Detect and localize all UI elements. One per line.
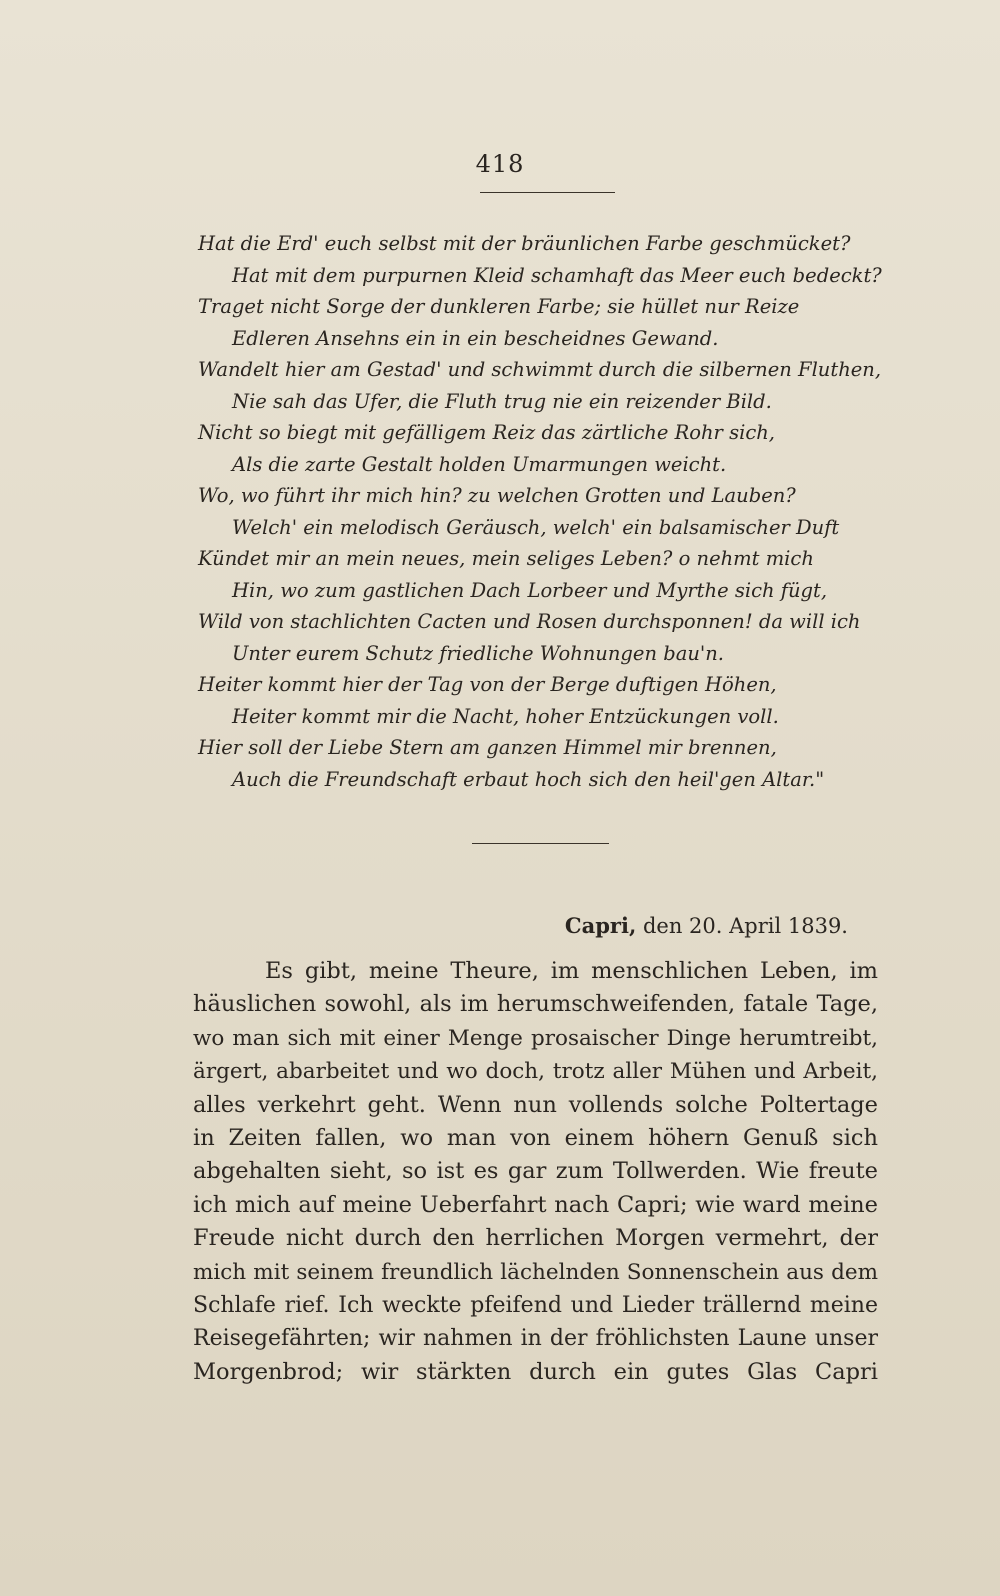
page-number: 418 — [475, 150, 525, 178]
poem-line: Welch' ein melodisch Geräusch, welch' ein balsamischer Duft — [232, 515, 840, 539]
poem-line: Heiter kommt hier der Tag von der Berge duftigen Höhen, — [198, 673, 777, 696]
prose-line: Es gibt, meine Theure, im menschlichen Leben, im — [265, 958, 878, 984]
poem-line: Traget nicht Sorge der dunkleren Farbe; sie hüllet nur Reize — [198, 295, 800, 318]
poem-line: Nicht so biegt mit gefälligem Reiz das zärtliche Rohr sich, — [198, 421, 776, 444]
poem-line: Hier soll der Liebe Stern am ganzen Himmel mir brennen, — [198, 736, 777, 759]
letter-body — [193, 955, 878, 1389]
prose-line: ärgert, abarbeitet und wo doch, trotz aller Mühen und Arbeit, — [193, 1059, 878, 1085]
prose-line: Reisegefährten; wir nahmen in der fröhlichsten Laune unser — [193, 1326, 878, 1352]
poem-line: Edleren Ansehns ein in ein bescheidnes Gewand. — [232, 326, 719, 350]
prose-line: Schlafe rief. Ich weckte pfeifend und Lieder trällernd meine — [193, 1292, 878, 1318]
prose-line: mich mit seinem freundlich lächelnden Sonnenschein aus dem — [193, 1259, 878, 1285]
prose-line: Morgenbrod; wir stärkten durch ein gutes Glas Capri — [193, 1358, 878, 1385]
poem-line: Hin, wo zum gastlichen Dach Lorbeer und Myrthe sich fügt, — [232, 578, 828, 602]
prose-line: in Zeiten fallen, wo man von einem höhern Genuß sich — [193, 1124, 878, 1151]
poem-line: Kündet mir an mein neues, mein seliges Leben? o nehmt mich — [198, 547, 814, 570]
prose-line: häuslichen sowohl, als im herumschweifenden, fatale Tage, — [193, 991, 878, 1018]
poem-line: Wild von stachlichten Cacten und Rosen durchsponnen! da will ich — [198, 610, 861, 633]
poem-line: Heiter kommt mir die Nacht, hoher Entzückungen voll. — [232, 704, 779, 728]
poem-line: Nie sah das Ufer, die Fluth trug nie ein reizender Bild. — [232, 389, 772, 413]
dateline — [565, 913, 848, 938]
poem-line: Als die zarte Gestalt holden Umarmungen weicht. — [232, 452, 727, 476]
prose-line: alles verkehrt geht. Wenn nun vollends solche Poltertage — [193, 1091, 878, 1118]
section-divider — [472, 843, 609, 844]
poem-line: Hat mit dem purpurnen Kleid schamhaft das Meer euch bedeckt? — [232, 263, 882, 287]
prose-line: abgehalten sieht, so ist es gar zum Tollwerden. Wie freute — [193, 1158, 878, 1185]
poem-line: Unter eurem Schutz friedliche Wohnungen bau'n. — [232, 641, 724, 665]
prose-line: Freude nicht durch den herrlichen Morgen vermehrt, der — [193, 1225, 878, 1252]
poem-line: Auch die Freundschaft erbaut hoch sich den heil'gen Altar." — [232, 767, 825, 791]
poem-block — [198, 228, 898, 795]
header-rule — [480, 192, 615, 193]
dateline-date: den 20. April 1839. — [642, 914, 848, 938]
poem-line: Hat die Erd' euch selbst mit der bräunlichen Farbe geschmücket? — [198, 232, 851, 255]
poem-line: Wandelt hier am Gestad' und schwimmt durch die silbernen Fluthen, — [198, 358, 882, 381]
poem-line: Wo, wo führt ihr mich hin? zu welchen Grotten und Lauben? — [198, 484, 796, 507]
dateline-place: Capri, — [564, 913, 637, 938]
prose-line: wo man sich mit einer Menge prosaischer Dinge herumtreibt, — [193, 1025, 878, 1051]
prose-line: ich mich auf meine Ueberfahrt nach Capri; wie ward meine — [193, 1191, 878, 1218]
